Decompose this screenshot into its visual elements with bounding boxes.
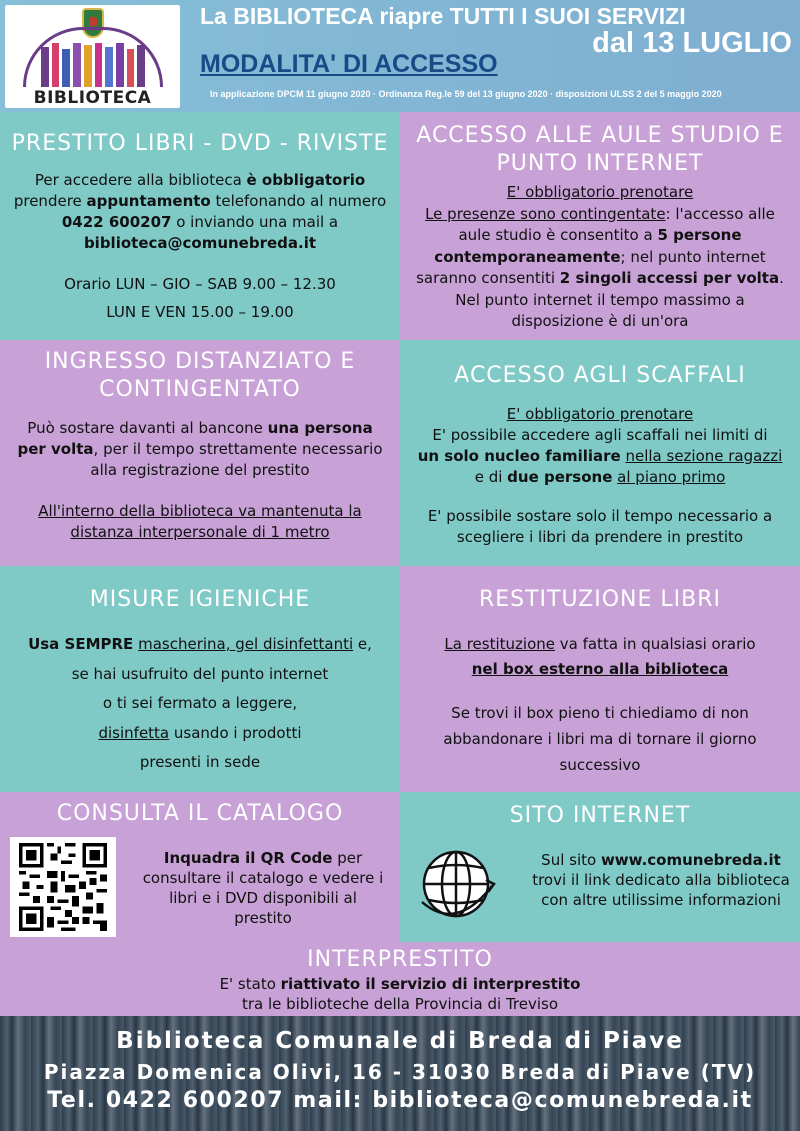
misure-title: MISURE IGIENICHE (89, 587, 311, 612)
ingresso-text: Può sostare davanti al bancone una persona per volta, per il tempo strettamente necessario alla registrazione del prestito (17, 419, 383, 479)
prestito-hours: Orario LUN – GIO – SAB 9.00 – 12.30 LUN E VEN 15.00 – 19.00 (64, 275, 336, 321)
ingresso-title: INGRESSO DISTANZIATO E CONTINGENTATO (44, 349, 356, 402)
footer (0, 1016, 800, 1131)
restituzione-text: La restituzione va fatta in qualsiasi orario nel box esterno alla biblioteca (444, 635, 756, 678)
section-restituzione (400, 566, 800, 792)
prestito-title: PRESTITO LIBRI - DVD - RIVISTE (11, 131, 389, 156)
header-subtitle: MODALITA' DI ACCESSO (200, 50, 498, 78)
section-ingresso (0, 340, 400, 566)
aule-title: ACCESSO ALLE AULE STUDIO E PUNTO INTERNET (416, 123, 784, 176)
footer-contacts: Tel. 0422 600207 mail: biblioteca@comunebreda.it (47, 1088, 753, 1113)
scaffali-time-note: E' possibile sostare solo il tempo necessario a scegliere i libri da prendere in prestito (427, 507, 773, 546)
prestito-text: Per accedere alla biblioteca è obbligatorio prendere appuntamento telefonando al numero 0422 600207 o inviando una mail a biblioteca@comunebreda.it (13, 171, 387, 252)
section-interprestito (0, 942, 800, 1016)
section-catalogo (0, 792, 400, 942)
header (0, 0, 800, 112)
section-scaffali (400, 340, 800, 566)
interprestito-text: E' stato riattivato il servizio di interprestito tra le biblioteche della Provincia di Treviso (219, 975, 581, 1013)
sito-title: SITO INTERNET (509, 803, 691, 828)
header-title-line2: dal 13 LUGLIO (592, 27, 792, 59)
footer-library-name: Biblioteca Comunale di Breda di Piave (116, 1028, 684, 1054)
section-prestito (0, 112, 400, 340)
section-sito (400, 792, 800, 942)
catalogo-text: Inquadra il QR Code per consultare il catalogo e vedere i libri e i DVD disponibili al prestito (142, 849, 384, 927)
aule-text: E' obbligatorio prenotare Le presenze sono contingentate: l'accesso alle aule studio è consentito a 5 persone contemporaneamente; nel punto internet saranno consentiti 2 singoli accessi per volta. Nel punto internet il tempo massimo a disposizione è di un'ora (416, 183, 784, 330)
sito-text: Sul sito www.comunebreda.it trovi il link dedicato alla biblioteca con altre utilissime informazioni (532, 851, 790, 909)
logo-text: BIBLIOTECA (33, 88, 152, 108)
globe-icon (416, 842, 508, 930)
ingresso-distance-note: All'interno della biblioteca va mantenuta la distanza interpersonale di 1 metro (38, 502, 362, 541)
catalogo-title: CONSULTA IL CATALOGO (56, 801, 344, 826)
qr-code-icon[interactable] (10, 837, 116, 937)
header-legal-note: In applicazione DPCM 11 giugno 2020 · Ordinanza Reg.le 59 del 13 giugno 2020 · disposizioni ULSS 2 del 5 maggio 2020 (210, 89, 722, 99)
logo-books-icon (41, 43, 145, 87)
scaffali-title: ACCESSO AGLI SCAFFALI (454, 363, 746, 388)
section-aule-studio (400, 112, 800, 340)
library-logo (5, 5, 180, 108)
interprestito-title: INTERPRESTITO (307, 947, 493, 972)
scaffali-text: E' obbligatorio prenotare E' possibile accedere agli scaffali nei limiti di un solo nucleo familiare nella sezione ragazzi e di due persone al piano primo (417, 405, 783, 486)
misure-text: Usa SEMPRE mascherina, gel disinfettanti e, se hai usufruito del punto internet o ti sei fermato a leggere, disinfetta usando i prodotti presenti in sede (28, 635, 372, 771)
section-misure (0, 566, 400, 792)
restituzione-title: RESTITUZIONE LIBRI (478, 587, 722, 612)
restituzione-full-box-note: Se trovi il box pieno ti chiediamo di non abbandonare i libri ma di tornare il giorno successivo (443, 704, 757, 774)
header-title-line1: La BIBLIOTECA riapre TUTTI I SUOI SERVIZI (200, 3, 686, 29)
footer-address: Piazza Domenica Olivi, 16 - 31030 Breda di Piave (TV) (43, 1060, 757, 1084)
